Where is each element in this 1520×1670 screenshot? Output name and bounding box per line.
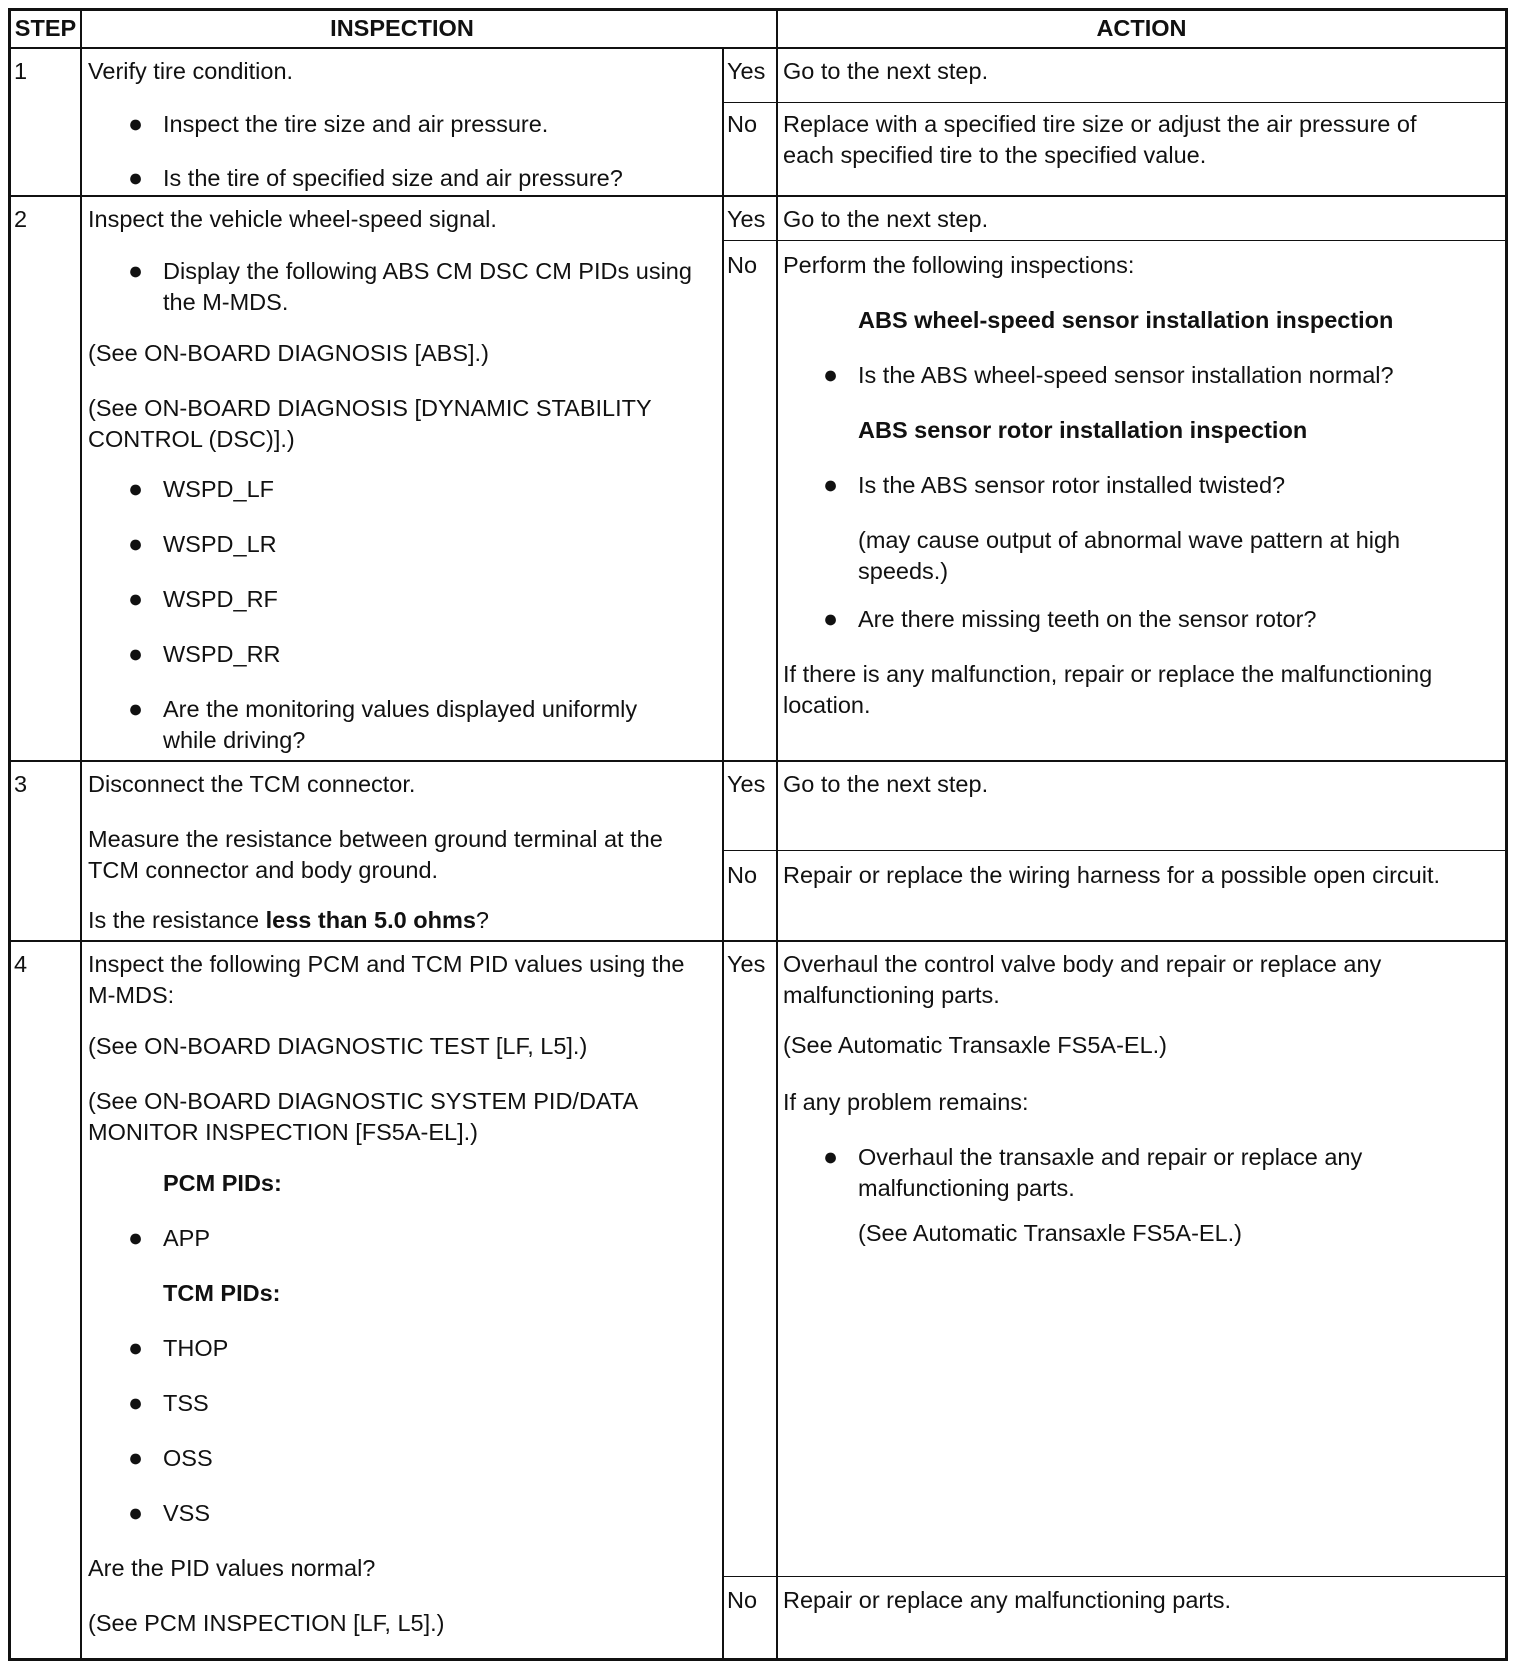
bullet-icon: ● [128,257,144,285]
step-4-yes-ref-2: (See Automatic Transaxle FS5A-EL.) [858,1220,1242,1246]
bullet-icon: ● [128,530,144,558]
step-4-tcm-heading: TCM PIDs: [163,1280,281,1306]
bullet-icon: ● [823,1143,839,1171]
step-4-no-label: No [727,1587,758,1613]
step-2-no-bullet-2: Is the ABS sensor rotor installed twisted? [858,472,1286,498]
divider-step1-yes-no [722,102,1508,103]
step-4-tcm-pid-3: OSS [163,1445,213,1471]
step-1-bullet-1: Inspect the tire size and air pressure. [163,111,549,137]
step-3-question-suffix: ? [475,907,489,933]
step-4-yes-label: Yes [727,951,766,977]
step-2-no-note: (may cause output of abnormal wave pattern at high speeds.) [858,527,1401,584]
step-1-yes-label: Yes [727,58,766,84]
step-3-question-prefix: Is the resistance [88,907,266,933]
divider-inspection-answer [722,48,724,1661]
step-2-ref-abs: (See ON-BOARD DIAGNOSIS [ABS].) [88,340,489,366]
bullet-icon: ● [128,1389,144,1417]
step-3-question-threshold: less than 5.0 ohms [265,907,476,933]
step-3-question [88,905,489,936]
step-4-tcm-pid-2: TSS [163,1390,209,1416]
divider-step1-end [8,195,1508,197]
step-1-yes-action: Go to the next step. [783,58,989,84]
divider-header [8,47,1508,49]
bullet-icon: ● [128,475,144,503]
step-2-no-heading-1: ABS wheel-speed sensor installation inspection [858,307,1394,333]
step-3-no-action: Repair or replace the wiring harness for a possible open circuit. [783,862,1441,888]
step-2-pid-1: WSPD_LF [163,476,274,502]
step-4-ref-1: (See ON-BOARD DIAGNOSTIC TEST [LF, L5].) [88,1033,588,1059]
step-4-number: 4 [14,951,28,977]
step-2-no-label: No [727,252,758,278]
step-3-yes-label: Yes [727,771,766,797]
table-border-left [8,8,11,1661]
table-border-top [8,8,1508,11]
divider-step-inspection [80,8,82,1661]
bullet-icon: ● [128,110,144,138]
step-3-instruction: Disconnect the TCM connector. [88,771,416,797]
step-2-ref-dsc: (See ON-BOARD DIAGNOSIS [DYNAMIC STABILITY CONTROL (DSC)].) [88,395,652,452]
table-border-bottom [8,1658,1508,1661]
step-2-number: 2 [14,206,28,232]
step-4-pcm-heading: PCM PIDs: [163,1170,282,1196]
step-2-yes-label: Yes [727,206,766,232]
step-4-yes-ref-1: (See Automatic Transaxle FS5A-EL.) [783,1032,1167,1058]
bullet-icon: ● [128,1444,144,1472]
inspection-table [8,8,1508,1661]
divider-step3-end [8,940,1508,942]
step-4-no-action: Repair or replace any malfunctioning parts. [783,1587,1232,1613]
bullet-icon: ● [823,361,839,389]
step-4-instruction: Inspect the following PCM and TCM PID values using the M-MDS: [88,951,685,1008]
step-4-yes-line-2: If any problem remains: [783,1089,1029,1115]
divider-answer-action [776,8,778,1661]
bullet-icon: ● [128,1499,144,1527]
step-1-no-action: Replace with a specified tire size or adjust the air pressure of each specified tire to the specified value. [783,111,1417,168]
step-2-display-bullet: Display the following ABS CM DSC CM PIDs using the M-MDS. [163,258,692,315]
step-2-no-bullet-1: Is the ABS wheel-speed sensor installation normal? [858,362,1394,388]
header-inspection: INSPECTION [330,15,474,41]
step-4-ref-2: (See ON-BOARD DIAGNOSTIC SYSTEM PID/DATA MONITOR INSPECTION [FS5A-EL].) [88,1088,637,1145]
step-4-tcm-pid-1: THOP [163,1335,229,1361]
step-3-number: 3 [14,771,28,797]
bullet-icon: ● [128,640,144,668]
step-4-pcm-pid-1: APP [163,1225,211,1251]
step-1-instruction: Verify tire condition. [88,58,294,84]
bullet-icon: ● [128,695,144,723]
step-4-question: Are the PID values normal? [88,1555,376,1581]
bullet-icon: ● [128,164,144,192]
step-2-no-closing: If there is any malfunction, repair or replace the malfunctioning location. [783,661,1433,718]
step-2-question: Are the monitoring values displayed uniformly while driving? [163,696,638,753]
step-1-no-label: No [727,111,758,137]
divider-step2-yes-no [722,240,1508,241]
table-border-right [1505,8,1508,1661]
step-1-number: 1 [14,58,28,84]
divider-step4-yes-no [722,1576,1508,1577]
step-4-ref-3: (See PCM INSPECTION [LF, L5].) [88,1610,445,1636]
step-2-pid-3: WSPD_RF [163,586,278,612]
step-1-bullet-2: Is the tire of specified size and air pressure? [163,165,623,191]
bullet-icon: ● [128,1334,144,1362]
step-3-measure: Measure the resistance between ground terminal at the TCM connector and body ground. [88,826,663,883]
step-4-tcm-pid-4: VSS [163,1500,211,1526]
step-2-yes-action: Go to the next step. [783,206,989,232]
step-2-pid-4: WSPD_RR [163,641,281,667]
header-step: STEP [14,15,77,41]
step-4-yes-bullet: Overhaul the transaxle and repair or replace any malfunctioning parts. [858,1144,1363,1201]
divider-step2-end [8,760,1508,762]
bullet-icon: ● [128,585,144,613]
step-2-no-heading-2: ABS sensor rotor installation inspection [858,417,1308,443]
bullet-icon: ● [128,1224,144,1252]
step-4-yes-line-1: Overhaul the control valve body and repair or replace any malfunctioning parts. [783,951,1382,1008]
step-2-pid-2: WSPD_LR [163,531,277,557]
bullet-icon: ● [823,471,839,499]
step-3-no-label: No [727,862,758,888]
step-2-no-bullet-3: Are there missing teeth on the sensor rotor? [858,606,1317,632]
step-3-yes-action: Go to the next step. [783,771,989,797]
divider-step3-yes-no [722,850,1508,851]
step-2-instruction: Inspect the vehicle wheel-speed signal. [88,206,497,232]
header-action: ACTION [1096,15,1187,41]
step-2-no-intro: Perform the following inspections: [783,252,1135,278]
bullet-icon: ● [823,605,839,633]
